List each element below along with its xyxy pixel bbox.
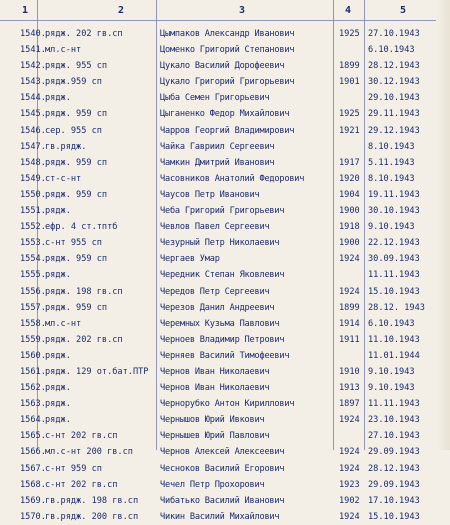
header-col-2: 2 <box>118 5 125 16</box>
row-unit: рядж. <box>45 93 71 104</box>
table-row <box>0 187 450 203</box>
row-date: 15.10.1943 <box>368 511 420 522</box>
row-name: Черезов Данил Андреевич <box>160 302 275 313</box>
row-birth-year: 1910 <box>339 366 360 377</box>
row-date: 9.10.1943 <box>368 366 415 377</box>
table-row <box>0 412 450 428</box>
row-number: 1546. <box>20 125 46 136</box>
header-col-4: 4 <box>345 5 352 16</box>
row-number: 1563. <box>20 399 46 410</box>
row-name: Черемных Кузьма Павлович <box>160 318 280 329</box>
record-list <box>0 26 450 525</box>
row-number: 1564. <box>20 415 46 426</box>
table-row <box>0 123 450 139</box>
row-unit: гв.рядж. 198 гв.сп <box>45 495 139 506</box>
row-birth-year: 1900 <box>339 238 360 249</box>
row-number: 1557. <box>20 302 46 313</box>
table-row <box>0 348 450 364</box>
row-number: 1543. <box>20 77 46 88</box>
row-date: 11.10.1943 <box>368 334 420 345</box>
row-unit: рядж. <box>45 383 71 394</box>
row-unit: мл.с-нт <box>45 45 82 56</box>
row-number: 1559. <box>20 334 46 345</box>
row-date: 22.12.1943 <box>368 238 420 249</box>
row-unit: гв.рядж. 200 гв.сп <box>45 511 139 522</box>
row-date: 9.10.1943 <box>368 383 415 394</box>
row-unit: гв.рядж. <box>45 141 87 152</box>
row-number: 1551. <box>20 206 46 217</box>
row-unit: рядж. <box>45 206 71 217</box>
table-row <box>0 364 450 380</box>
table-row <box>0 396 450 412</box>
row-number: 1548. <box>20 157 46 168</box>
row-date: 8.10.1943 <box>368 173 415 184</box>
row-name: Чезурный Петр Николаевич <box>160 238 280 249</box>
row-birth-year: 1920 <box>339 173 360 184</box>
table-row <box>0 284 450 300</box>
row-date: 28.12. 1943 <box>368 302 425 313</box>
row-unit: мл.с-нт 200 гв.сп <box>45 447 133 458</box>
table-row <box>0 332 450 348</box>
table-row <box>0 171 450 187</box>
table-row <box>0 42 450 58</box>
table-row <box>0 139 450 155</box>
row-date: 9.10.1943 <box>368 222 415 233</box>
row-unit: рядж. 955 сп <box>45 61 108 72</box>
row-number: 1541. <box>20 45 46 56</box>
row-birth-year: 1902 <box>339 495 360 506</box>
row-unit: рядж. 198 гв.сп <box>45 286 123 297</box>
row-name: Чикин Василий Михайлович <box>160 511 280 522</box>
row-number: 1552. <box>20 222 46 233</box>
row-name: Часовников Анатолий Федорович <box>160 173 305 184</box>
row-name: Цыганенко Федор Михайлович <box>160 109 290 120</box>
row-name: Чернорубко Антон Кириллович <box>160 399 295 410</box>
row-date: 6.10.1943 <box>368 45 415 56</box>
row-number: 1545. <box>20 109 46 120</box>
row-name: Чесноков Василий Егорович <box>160 463 285 474</box>
table-row <box>0 444 450 460</box>
row-name: Цымпаков Александр Иванович <box>160 29 295 39</box>
row-unit: с-нт 202 гв.сп <box>45 431 118 442</box>
row-name: Цукало Василий Дорофеевич <box>160 61 285 72</box>
table-row <box>0 203 450 219</box>
row-name: Цыба Семен Григорьевич <box>160 93 270 104</box>
row-birth-year: 1901 <box>339 77 360 88</box>
row-birth-year: 1925 <box>339 29 360 39</box>
row-name: Черноев Владимир Петрович <box>160 334 285 345</box>
row-unit: рядж. 959 сп <box>45 302 108 313</box>
row-number: 1565. <box>20 431 46 442</box>
row-name: Цоменко Григорий Степанович <box>160 45 295 56</box>
row-number: 1566. <box>20 447 46 458</box>
row-birth-year: 1923 <box>339 479 360 490</box>
row-unit: ефр. 4 ст.тптб <box>45 222 118 233</box>
row-date: 27.10.1943 <box>368 431 420 442</box>
row-date: 29.12.1943 <box>368 125 420 136</box>
row-number: 1550. <box>20 189 46 200</box>
row-number: 1549. <box>20 173 46 184</box>
table-row <box>0 235 450 251</box>
table-row <box>0 219 450 235</box>
row-birth-year: 1897 <box>339 399 360 410</box>
row-name: Чернышов Юрий Ивкович <box>160 415 265 426</box>
row-unit: с-нт 959 сп <box>45 463 102 474</box>
row-date: 27.10.1943 <box>368 29 420 39</box>
row-date: 29.09.1943 <box>368 447 420 458</box>
row-unit: рядж. 202 гв.сп <box>45 29 123 39</box>
row-unit: ст-с-нт <box>45 173 82 184</box>
row-name: Черняев Василий Тимофеевич <box>160 350 290 361</box>
table-row <box>0 90 450 106</box>
row-name: Чевлов Павел Сергеевич <box>160 222 270 233</box>
row-birth-year: 1921 <box>339 125 360 136</box>
table-row <box>0 267 450 283</box>
row-unit: рядж. 959 сп <box>45 109 108 120</box>
row-name: Чередов Петр Сергеевич <box>160 286 270 297</box>
row-date: 15.10.1943 <box>368 286 420 297</box>
row-name: Чернышев Юрий Павлович <box>160 431 270 442</box>
table-header <box>0 0 450 20</box>
row-date: 29.11.1943 <box>368 109 420 120</box>
row-birth-year: 1924 <box>339 511 360 522</box>
table-row <box>0 251 450 267</box>
row-birth-year: 1924 <box>339 447 360 458</box>
row-name: Чарров Георгий Владимирович <box>160 125 295 136</box>
row-number: 1570. <box>20 511 46 522</box>
row-name: Чамкин Дмитрий Иванович <box>160 157 275 168</box>
row-unit: рядж. 202 гв.сп <box>45 334 123 345</box>
row-number: 1560. <box>20 350 46 361</box>
row-number: 1568. <box>20 479 46 490</box>
row-name: Чибатько Василий Иванович <box>160 495 285 506</box>
table-row <box>0 428 450 444</box>
row-birth-year: 1913 <box>339 383 360 394</box>
row-unit: рядж. 959 сп <box>45 157 108 168</box>
table-row <box>0 461 450 477</box>
row-number: 1554. <box>20 254 46 265</box>
row-date: 28.12.1943 <box>368 61 420 72</box>
row-name: Чередник Степан Яковлевич <box>160 270 285 281</box>
row-number: 1544. <box>20 93 46 104</box>
row-birth-year: 1911 <box>339 334 360 345</box>
row-date: 30.09.1943 <box>368 254 420 265</box>
row-number: 1547. <box>20 141 46 152</box>
header-underline <box>0 20 450 21</box>
row-birth-year: 1924 <box>339 254 360 265</box>
table-row <box>0 58 450 74</box>
table-row <box>0 493 450 509</box>
row-birth-year: 1914 <box>339 318 360 329</box>
row-unit: рядж. 129 от.бат.ПТР <box>45 366 149 377</box>
row-date: 28.12.1943 <box>368 463 420 474</box>
row-unit: рядж. 959 сп <box>45 189 108 200</box>
row-birth-year: 1925 <box>339 109 360 120</box>
row-unit: рядж. <box>45 350 71 361</box>
row-name: Чеба Григорий Григорьевич <box>160 206 285 217</box>
row-name: Чернов Алексей Алексеевич <box>160 447 285 458</box>
row-date: 17.10.1943 <box>368 495 420 506</box>
row-date: 23.10.1943 <box>368 415 420 426</box>
row-name: Чечел Петр Прохорович <box>160 479 265 490</box>
row-date: 5.11.1943 <box>368 157 415 168</box>
row-name: Чернов Иван Николаевич <box>160 366 270 377</box>
row-name: Чайка Гавриил Сергеевич <box>160 141 275 152</box>
row-unit: рядж. <box>45 270 71 281</box>
row-unit: рядж.959 сп <box>45 77 102 88</box>
row-number: 1553. <box>20 238 46 249</box>
table-row <box>0 509 450 525</box>
row-date: 29.10.1943 <box>368 93 420 104</box>
table-row <box>0 380 450 396</box>
row-name: Цукало Григорий Григорьевич <box>160 77 295 88</box>
table-row <box>0 26 450 42</box>
row-unit: рядж. <box>45 399 71 410</box>
table-row <box>0 74 450 90</box>
row-date: 6.10.1943 <box>368 318 415 329</box>
row-date: 29.09.1943 <box>368 479 420 490</box>
row-unit: рядж. <box>45 415 71 426</box>
table-row <box>0 300 450 316</box>
row-birth-year: 1899 <box>339 302 360 313</box>
row-number: 1555. <box>20 270 46 281</box>
row-birth-year: 1918 <box>339 222 360 233</box>
row-date: 8.10.1943 <box>368 141 415 152</box>
row-birth-year: 1917 <box>339 157 360 168</box>
row-date: 11.11.1943 <box>368 270 420 281</box>
table-row <box>0 477 450 493</box>
row-unit: рядж. 959 сп <box>45 254 108 265</box>
row-number: 1556. <box>20 286 46 297</box>
row-unit: с-нт 202 гв.сп <box>45 479 118 490</box>
row-name: Чергаев Умар <box>160 254 220 265</box>
row-birth-year: 1904 <box>339 189 360 200</box>
row-number: 1540. <box>20 29 46 39</box>
row-number: 1569. <box>20 495 46 506</box>
header-col-1: 1 <box>22 5 29 16</box>
row-date: 19.11.1943 <box>368 189 420 200</box>
page-edge <box>436 0 450 450</box>
header-col-3: 3 <box>239 5 246 16</box>
row-birth-year: 1899 <box>339 61 360 72</box>
row-name: Чаусов Петр Иванович <box>160 189 260 200</box>
table-row <box>0 316 450 332</box>
row-unit: сер. 955 сп <box>45 125 102 136</box>
row-number: 1561. <box>20 366 46 377</box>
row-date: 11.01.1944 <box>368 350 420 361</box>
row-birth-year: 1924 <box>339 286 360 297</box>
table-row <box>0 155 450 171</box>
row-birth-year: 1924 <box>339 415 360 426</box>
row-date: 30.12.1943 <box>368 77 420 88</box>
row-birth-year: 1900 <box>339 206 360 217</box>
row-name: Чернов Иван Николаевич <box>160 383 270 394</box>
row-number: 1562. <box>20 383 46 394</box>
row-number: 1542. <box>20 61 46 72</box>
row-number: 1558. <box>20 318 46 329</box>
row-birth-year: 1924 <box>339 463 360 474</box>
row-number: 1567. <box>20 463 46 474</box>
row-date: 11.11.1943 <box>368 399 420 410</box>
header-col-5: 5 <box>400 5 407 16</box>
row-unit: с-нт 955 сп <box>45 238 102 249</box>
row-unit: мл.с-нт <box>45 318 82 329</box>
row-date: 30.10.1943 <box>368 206 420 217</box>
table-row <box>0 106 450 122</box>
